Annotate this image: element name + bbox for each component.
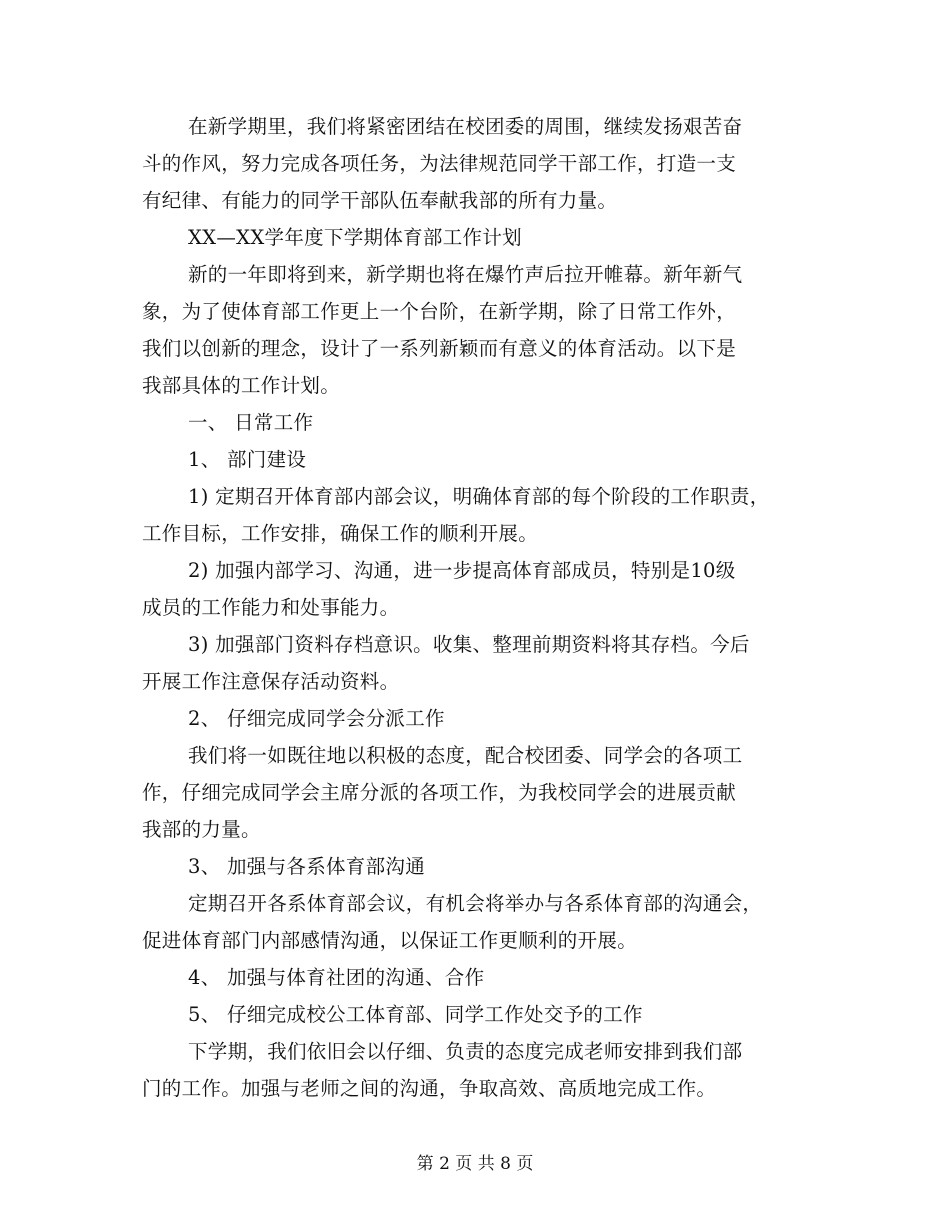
paragraph-line: 有纪律、有能力的同学干部队伍奉献我部的所有力量。: [142, 189, 618, 212]
paragraph-line: 作，仔细完成同学会主席分派的各项工作，为我校同学会的进展贡献: [142, 781, 737, 804]
paragraph-line: 我们将一如既往地以积极的态度，配合校团委、同学会的各项工: [188, 744, 743, 767]
paragraph-line: 3) 加强部门资料存档意识。收集、整理前期资料将其存档。今后: [188, 633, 750, 656]
paragraph-line: 门的工作。加强与老师之间的沟通，争取高效、高质地完成工作。: [142, 1077, 717, 1100]
paragraph-line: 新的一年即将到来，新学期也将在爆竹声后拉开帷幕。新年新气: [188, 263, 743, 286]
paragraph-line: 我部具体的工作计划。: [142, 374, 341, 397]
page-footer: 第 2 页 共 8 页: [416, 1154, 534, 1174]
heading-club-cooperation: 4、 加强与体育社团的沟通、合作: [188, 966, 485, 989]
paragraph-line: 成员的工作能力和处事能力。: [142, 596, 400, 619]
heading-department-communication: 3、 加强与各系体育部沟通: [188, 855, 426, 878]
heading-daily-work: 一、 日常工作: [188, 411, 314, 434]
paragraph-line: 2) 加强内部学习、沟通，进一步提高体育部成员，特别是10级: [188, 559, 736, 582]
heading-department-building: 1、 部门建设: [188, 448, 307, 471]
paragraph-line: 下学期，我们依旧会以仔细、负责的态度完成老师安排到我们部: [188, 1040, 743, 1063]
paragraph-line: 开展工作注意保存活动资料。: [142, 670, 400, 693]
paragraph-line: 在新学期里，我们将紧密团结在校团委的周围，继续发扬艰苦奋: [188, 115, 743, 138]
paragraph-line: 象，为了使体育部工作更上一个台阶，在新学期，除了日常工作外，: [142, 300, 737, 323]
paragraph-line: 定期召开各系体育部会议，有机会将举办与各系体育部的沟通会，: [188, 892, 763, 915]
heading-student-union-work: 2、 仔细完成同学会分派工作: [188, 707, 445, 730]
paragraph-line: 我们以创新的理念，设计了一系列新颖而有意义的体育活动。以下是: [142, 337, 737, 360]
paragraph-line: 1) 定期召开体育部内部会议，明确体育部的每个阶段的工作职责，: [188, 485, 770, 508]
paragraph-line: 促进体育部门内部感情沟通，以保证工作更顺利的开展。: [142, 929, 638, 952]
heading-office-work: 5、 仔细完成校公工体育部、同学工作处交予的工作: [188, 1003, 643, 1026]
paragraph-line: 我部的力量。: [142, 818, 261, 841]
paragraph-line: 工作目标，工作安排，确保工作的顺利开展。: [142, 522, 539, 545]
paragraph-line: 斗的作风，努力完成各项任务，为法律规范同学干部工作，打造一支: [142, 152, 737, 175]
section-title: XX—XX学年度下学期体育部工作计划: [188, 226, 522, 249]
